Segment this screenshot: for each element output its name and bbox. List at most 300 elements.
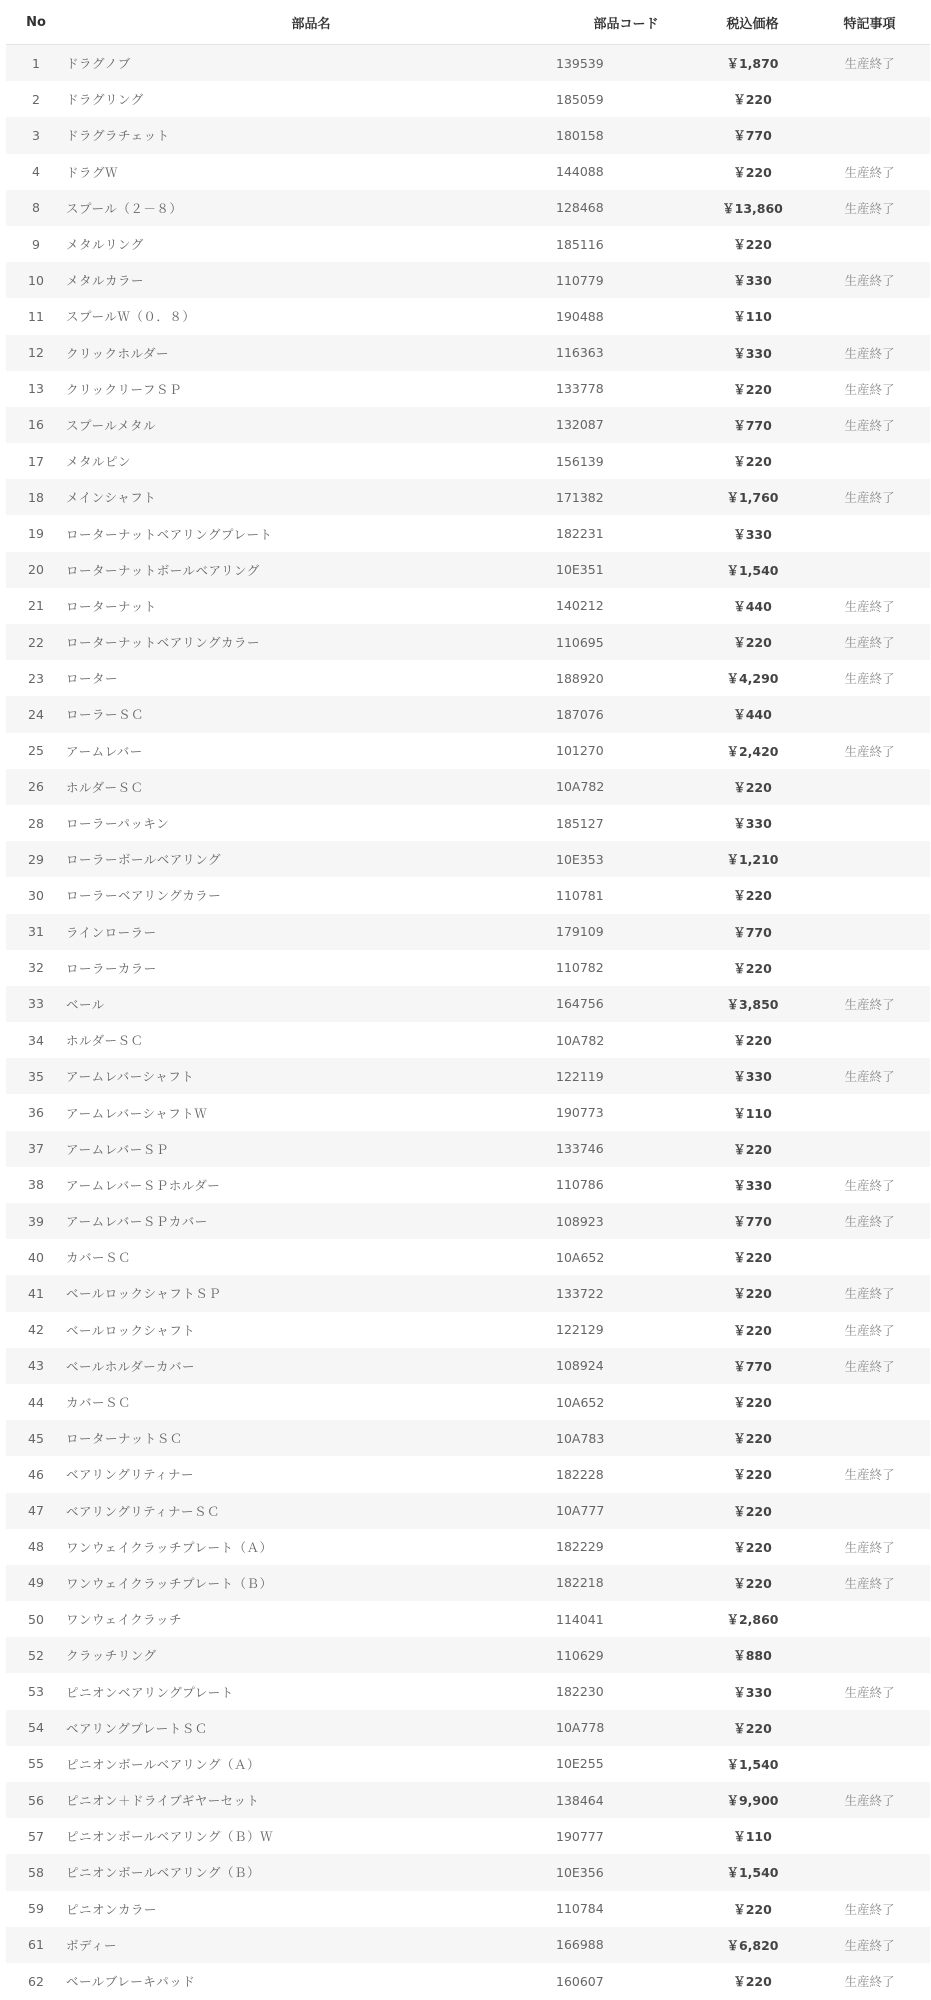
- part-code: 10E353: [556, 841, 696, 877]
- part-price: ￥110: [696, 298, 809, 334]
- table-row: [6, 262, 930, 298]
- part-number: 29: [6, 841, 66, 877]
- part-number: 12: [6, 335, 66, 371]
- part-number: 46: [6, 1456, 66, 1492]
- table-row: [6, 769, 930, 805]
- table-row: [6, 1710, 930, 1746]
- part-note: [809, 1746, 930, 1782]
- table-row: [6, 1456, 930, 1492]
- part-note: 生産終了: [809, 1565, 930, 1601]
- part-price: ￥2,860: [696, 1601, 809, 1637]
- part-name: ローターナットベアリングカラー: [66, 624, 556, 660]
- table-row: [6, 1782, 930, 1818]
- part-name: ローラーパッキン: [66, 805, 556, 841]
- part-name: アームレバーＳＰ: [66, 1131, 556, 1167]
- part-price: ￥330: [696, 805, 809, 841]
- part-name: ベールロックシャフト: [66, 1312, 556, 1348]
- part-code: 122129: [556, 1312, 696, 1348]
- part-name: ローターナットボールベアリング: [66, 552, 556, 588]
- part-price: ￥330: [696, 335, 809, 371]
- table-row: [6, 1493, 930, 1529]
- part-number: 31: [6, 914, 66, 950]
- part-price: ￥220: [696, 1384, 809, 1420]
- table-row: [6, 696, 930, 732]
- part-code: 179109: [556, 914, 696, 950]
- part-number: 20: [6, 552, 66, 588]
- part-name: ベアリングリティナー: [66, 1456, 556, 1492]
- part-number: 40: [6, 1239, 66, 1275]
- part-note: [809, 805, 930, 841]
- table-row: [6, 190, 930, 226]
- part-price: ￥220: [696, 1529, 809, 1565]
- part-number: 19: [6, 515, 66, 551]
- part-note: 生産終了: [809, 588, 930, 624]
- part-code: 10A782: [556, 1022, 696, 1058]
- part-price: ￥880: [696, 1637, 809, 1673]
- part-name: ワンウェイクラッチプレート（Ｂ）: [66, 1565, 556, 1601]
- part-number: 41: [6, 1275, 66, 1311]
- part-number: 57: [6, 1818, 66, 1854]
- part-note: 生産終了: [809, 262, 930, 298]
- table-row: [6, 1565, 930, 1601]
- part-price: ￥220: [696, 1131, 809, 1167]
- part-name: クリックリーフＳＰ: [66, 371, 556, 407]
- parts-table-header: [6, 0, 930, 45]
- table-row: [6, 1420, 930, 1456]
- part-number: 8: [6, 190, 66, 226]
- table-row: [6, 515, 930, 551]
- part-code: 10E351: [556, 552, 696, 588]
- part-name: スプールＷ（０．８）: [66, 298, 556, 334]
- part-number: 24: [6, 696, 66, 732]
- part-price: ￥110: [696, 1818, 809, 1854]
- part-number: 48: [6, 1529, 66, 1565]
- table-row: [6, 986, 930, 1022]
- part-name: ホルダーＳＣ: [66, 769, 556, 805]
- table-row: [6, 805, 930, 841]
- part-price: ￥770: [696, 914, 809, 950]
- part-number: 61: [6, 1927, 66, 1963]
- table-row: [6, 298, 930, 334]
- table-row: [6, 1058, 930, 1094]
- table-row: [6, 1854, 930, 1890]
- part-name: ベールロックシャフトＳＰ: [66, 1275, 556, 1311]
- header-price: 税込価格: [696, 0, 809, 45]
- part-note: 生産終了: [809, 986, 930, 1022]
- part-name: ローターナットベアリングプレート: [66, 515, 556, 551]
- table-row: [6, 950, 930, 986]
- part-note: [809, 226, 930, 262]
- part-price: ￥770: [696, 407, 809, 443]
- part-price: ￥440: [696, 588, 809, 624]
- part-note: [809, 117, 930, 153]
- part-code: 101270: [556, 733, 696, 769]
- part-number: 1: [6, 45, 66, 82]
- part-code: 182231: [556, 515, 696, 551]
- part-number: 56: [6, 1782, 66, 1818]
- part-code: 110782: [556, 950, 696, 986]
- part-price: ￥220: [696, 1963, 809, 1999]
- part-number: 11: [6, 298, 66, 334]
- part-code: 139539: [556, 45, 696, 82]
- part-number: 36: [6, 1094, 66, 1130]
- part-code: 128468: [556, 190, 696, 226]
- part-name: カバーＳＣ: [66, 1384, 556, 1420]
- part-price: ￥330: [696, 1673, 809, 1709]
- part-code: 133722: [556, 1275, 696, 1311]
- part-note: 生産終了: [809, 371, 930, 407]
- table-row: [6, 1601, 930, 1637]
- table-row: [6, 1927, 930, 1963]
- part-code: 166988: [556, 1927, 696, 1963]
- part-number: 26: [6, 769, 66, 805]
- part-name: ピニオンボールベアリング（Ｂ）: [66, 1854, 556, 1890]
- part-note: 生産終了: [809, 1348, 930, 1384]
- part-code: 156139: [556, 443, 696, 479]
- table-row: [6, 914, 930, 950]
- table-row: [6, 1131, 930, 1167]
- part-note: 生産終了: [809, 624, 930, 660]
- part-name: ワンウェイクラッチ: [66, 1601, 556, 1637]
- table-row: [6, 443, 930, 479]
- part-note: 生産終了: [809, 1275, 930, 1311]
- part-note: 生産終了: [809, 45, 930, 82]
- part-price: ￥1,870: [696, 45, 809, 82]
- part-number: 44: [6, 1384, 66, 1420]
- part-name: ドラグラチェット: [66, 117, 556, 153]
- part-note: [809, 1601, 930, 1637]
- header-no: No: [6, 0, 66, 45]
- part-code: 182228: [556, 1456, 696, 1492]
- part-code: 171382: [556, 479, 696, 515]
- part-name: ピニオン＋ドライブギヤーセット: [66, 1782, 556, 1818]
- part-note: [809, 1384, 930, 1420]
- table-row: [6, 1275, 930, 1311]
- part-code: 10A783: [556, 1420, 696, 1456]
- part-number: 34: [6, 1022, 66, 1058]
- part-price: ￥220: [696, 371, 809, 407]
- part-code: 190777: [556, 1818, 696, 1854]
- part-name: ベアリングリティナーＳＣ: [66, 1493, 556, 1529]
- part-name: ボディー: [66, 1927, 556, 1963]
- part-note: [809, 1094, 930, 1130]
- part-code: 10A652: [556, 1239, 696, 1275]
- part-price: ￥220: [696, 1565, 809, 1601]
- part-price: ￥220: [696, 1275, 809, 1311]
- part-price: ￥220: [696, 443, 809, 479]
- part-note: 生産終了: [809, 1673, 930, 1709]
- header-row: [6, 0, 930, 45]
- table-row: [6, 1203, 930, 1239]
- part-number: 45: [6, 1420, 66, 1456]
- part-note: 生産終了: [809, 1963, 930, 1999]
- part-note: 生産終了: [809, 1529, 930, 1565]
- part-name: ピニオンボールベアリング（Ａ）: [66, 1746, 556, 1782]
- table-row: [6, 1094, 930, 1130]
- part-price: ￥440: [696, 696, 809, 732]
- part-note: [809, 1131, 930, 1167]
- table-row: [6, 1022, 930, 1058]
- part-price: ￥220: [696, 1493, 809, 1529]
- part-name: ピニオンカラー: [66, 1891, 556, 1927]
- part-number: 13: [6, 371, 66, 407]
- part-name: メインシャフト: [66, 479, 556, 515]
- part-name: クリックホルダー: [66, 335, 556, 371]
- part-code: 110629: [556, 1637, 696, 1673]
- part-number: 42: [6, 1312, 66, 1348]
- part-name: アームレバーＳＰカバー: [66, 1203, 556, 1239]
- table-row: [6, 588, 930, 624]
- part-name: ドラグノブ: [66, 45, 556, 82]
- part-price: ￥220: [696, 1710, 809, 1746]
- part-name: ローラーベアリングカラー: [66, 877, 556, 913]
- table-row: [6, 1673, 930, 1709]
- table-row: [6, 154, 930, 190]
- parts-table-body: [6, 45, 930, 2000]
- part-price: ￥330: [696, 1167, 809, 1203]
- part-number: 16: [6, 407, 66, 443]
- part-price: ￥220: [696, 1239, 809, 1275]
- part-note: [809, 1420, 930, 1456]
- part-price: ￥1,540: [696, 1854, 809, 1890]
- part-number: 53: [6, 1673, 66, 1709]
- part-code: 133746: [556, 1131, 696, 1167]
- part-note: 生産終了: [809, 1312, 930, 1348]
- table-row: [6, 117, 930, 153]
- part-code: 185127: [556, 805, 696, 841]
- part-price: ￥220: [696, 226, 809, 262]
- part-price: ￥770: [696, 1348, 809, 1384]
- part-code: 138464: [556, 1782, 696, 1818]
- part-number: 35: [6, 1058, 66, 1094]
- part-name: メタルピン: [66, 443, 556, 479]
- part-name: ベールブレーキパッド: [66, 1963, 556, 1999]
- part-note: 生産終了: [809, 407, 930, 443]
- part-code: 10A777: [556, 1493, 696, 1529]
- part-note: [809, 841, 930, 877]
- part-number: 32: [6, 950, 66, 986]
- part-code: 110786: [556, 1167, 696, 1203]
- part-note: [809, 769, 930, 805]
- part-number: 9: [6, 226, 66, 262]
- part-name: メタルリング: [66, 226, 556, 262]
- part-name: ローラーカラー: [66, 950, 556, 986]
- part-name: ワンウェイクラッチプレート（Ａ）: [66, 1529, 556, 1565]
- part-name: アームレバー: [66, 733, 556, 769]
- part-code: 110784: [556, 1891, 696, 1927]
- part-name: メタルカラー: [66, 262, 556, 298]
- part-name: ローター: [66, 660, 556, 696]
- part-price: ￥13,860: [696, 190, 809, 226]
- table-row: [6, 1312, 930, 1348]
- part-note: [809, 552, 930, 588]
- part-name: ベアリングプレートＳＣ: [66, 1710, 556, 1746]
- part-price: ￥220: [696, 1420, 809, 1456]
- part-note: 生産終了: [809, 733, 930, 769]
- part-note: [809, 1818, 930, 1854]
- part-name: ピニオンベアリングプレート: [66, 1673, 556, 1709]
- part-price: ￥220: [696, 81, 809, 117]
- part-price: ￥6,820: [696, 1927, 809, 1963]
- part-code: 188920: [556, 660, 696, 696]
- part-number: 52: [6, 1637, 66, 1673]
- part-code: 10E356: [556, 1854, 696, 1890]
- part-number: 55: [6, 1746, 66, 1782]
- part-name: クラッチリング: [66, 1637, 556, 1673]
- part-number: 49: [6, 1565, 66, 1601]
- part-note: [809, 914, 930, 950]
- table-row: [6, 1348, 930, 1384]
- part-number: 62: [6, 1963, 66, 1999]
- part-note: 生産終了: [809, 1058, 930, 1094]
- part-code: 140212: [556, 588, 696, 624]
- table-row: [6, 1384, 930, 1420]
- part-name: ローラーＳＣ: [66, 696, 556, 732]
- part-price: ￥220: [696, 1022, 809, 1058]
- parts-table: [6, 0, 930, 1999]
- part-number: 4: [6, 154, 66, 190]
- part-price: ￥220: [696, 877, 809, 913]
- part-price: ￥3,850: [696, 986, 809, 1022]
- part-note: [809, 443, 930, 479]
- part-price: ￥220: [696, 154, 809, 190]
- part-price: ￥2,420: [696, 733, 809, 769]
- part-code: 182218: [556, 1565, 696, 1601]
- part-note: [809, 81, 930, 117]
- part-note: 生産終了: [809, 1456, 930, 1492]
- part-price: ￥220: [696, 769, 809, 805]
- table-row: [6, 552, 930, 588]
- table-row: [6, 841, 930, 877]
- part-price: ￥220: [696, 624, 809, 660]
- part-code: 10E255: [556, 1746, 696, 1782]
- part-name: スプールメタル: [66, 407, 556, 443]
- part-price: ￥220: [696, 950, 809, 986]
- part-note: [809, 1710, 930, 1746]
- part-number: 3: [6, 117, 66, 153]
- part-number: 38: [6, 1167, 66, 1203]
- part-name: ホルダーＳＣ: [66, 1022, 556, 1058]
- part-code: 108923: [556, 1203, 696, 1239]
- part-name: アームレバーシャフトＷ: [66, 1094, 556, 1130]
- part-number: 39: [6, 1203, 66, 1239]
- part-price: ￥330: [696, 262, 809, 298]
- part-code: 185116: [556, 226, 696, 262]
- part-note: 生産終了: [809, 190, 930, 226]
- table-row: [6, 226, 930, 262]
- part-name: スプール（２－８）: [66, 190, 556, 226]
- part-code: 164756: [556, 986, 696, 1022]
- table-row: [6, 1891, 930, 1927]
- part-price: ￥220: [696, 1456, 809, 1492]
- header-note: 特記事項: [809, 0, 930, 45]
- part-name: ベール: [66, 986, 556, 1022]
- part-price: ￥770: [696, 117, 809, 153]
- table-row: [6, 1167, 930, 1203]
- part-note: [809, 877, 930, 913]
- part-number: 25: [6, 733, 66, 769]
- part-code: 182230: [556, 1673, 696, 1709]
- table-row: [6, 45, 930, 82]
- table-row: [6, 371, 930, 407]
- part-note: [809, 1239, 930, 1275]
- part-number: 54: [6, 1710, 66, 1746]
- part-note: 生産終了: [809, 1167, 930, 1203]
- part-number: 58: [6, 1854, 66, 1890]
- part-name: ドラグＷ: [66, 154, 556, 190]
- part-price: ￥770: [696, 1203, 809, 1239]
- part-price: ￥9,900: [696, 1782, 809, 1818]
- part-number: 50: [6, 1601, 66, 1637]
- part-note: 生産終了: [809, 1891, 930, 1927]
- part-number: 37: [6, 1131, 66, 1167]
- part-price: ￥330: [696, 1058, 809, 1094]
- part-note: [809, 1022, 930, 1058]
- part-code: 180158: [556, 117, 696, 153]
- part-price: ￥1,210: [696, 841, 809, 877]
- part-number: 21: [6, 588, 66, 624]
- part-name: ローラーボールベアリング: [66, 841, 556, 877]
- part-note: [809, 1637, 930, 1673]
- table-row: [6, 1239, 930, 1275]
- part-note: 生産終了: [809, 1203, 930, 1239]
- part-number: 10: [6, 262, 66, 298]
- part-price: ￥220: [696, 1312, 809, 1348]
- part-number: 17: [6, 443, 66, 479]
- part-name: ローターナット: [66, 588, 556, 624]
- part-code: 10A652: [556, 1384, 696, 1420]
- table-row: [6, 660, 930, 696]
- header-part-name: 部品名: [66, 0, 556, 45]
- part-code: 190488: [556, 298, 696, 334]
- part-code: 110695: [556, 624, 696, 660]
- part-code: 110781: [556, 877, 696, 913]
- part-note: [809, 696, 930, 732]
- table-row: [6, 1637, 930, 1673]
- part-name: ラインローラー: [66, 914, 556, 950]
- table-row: [6, 81, 930, 117]
- part-code: 132087: [556, 407, 696, 443]
- part-code: 144088: [556, 154, 696, 190]
- part-code: 122119: [556, 1058, 696, 1094]
- part-note: [809, 515, 930, 551]
- part-number: 23: [6, 660, 66, 696]
- part-price: ￥220: [696, 1891, 809, 1927]
- table-row: [6, 1963, 930, 1999]
- part-code: 187076: [556, 696, 696, 732]
- part-note: 生産終了: [809, 1782, 930, 1818]
- part-code: 185059: [556, 81, 696, 117]
- table-row: [6, 877, 930, 913]
- part-number: 43: [6, 1348, 66, 1384]
- part-name: ドラグリング: [66, 81, 556, 117]
- part-name: ベールホルダーカバー: [66, 1348, 556, 1384]
- part-number: 59: [6, 1891, 66, 1927]
- part-note: [809, 1854, 930, 1890]
- part-number: 18: [6, 479, 66, 515]
- part-name: カバーＳＣ: [66, 1239, 556, 1275]
- part-price: ￥4,290: [696, 660, 809, 696]
- part-price: ￥1,760: [696, 479, 809, 515]
- table-row: [6, 733, 930, 769]
- part-price: ￥110: [696, 1094, 809, 1130]
- part-note: 生産終了: [809, 660, 930, 696]
- part-note: [809, 1493, 930, 1529]
- part-note: 生産終了: [809, 1927, 930, 1963]
- table-row: [6, 479, 930, 515]
- part-note: 生産終了: [809, 479, 930, 515]
- part-price: ￥330: [696, 515, 809, 551]
